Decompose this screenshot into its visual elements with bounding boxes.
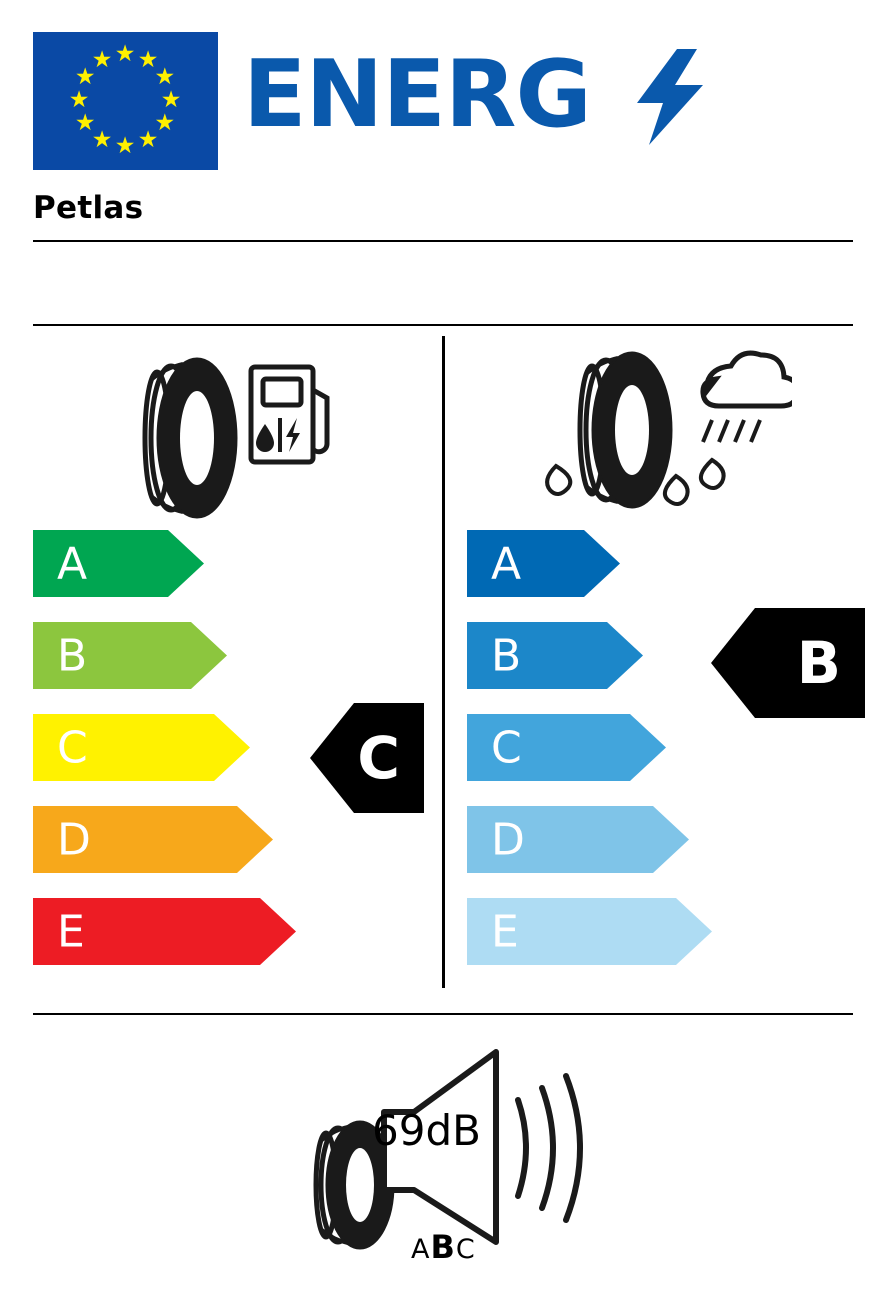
eu-flag-icon: ★ ★ ★ ★ ★ ★ ★ ★ ★ ★ ★ ★ xyxy=(33,32,218,170)
wet-grip-grade-a: A xyxy=(467,530,620,597)
brand-name: Petlas xyxy=(33,190,144,226)
fuel-grade-c: C xyxy=(33,714,250,781)
wet-grip-grade-b: B xyxy=(467,622,643,689)
divider-top xyxy=(33,240,853,242)
divider-second xyxy=(33,324,853,326)
noise-class-a: A xyxy=(411,1234,431,1265)
tyre-rain-cloud-icon xyxy=(530,348,792,518)
tyre-fuel-pump-icon xyxy=(125,350,330,515)
wet-grip-grade-c: C xyxy=(467,714,666,781)
lightning-bolt-icon xyxy=(637,49,703,145)
wet-grip-grade-d: D xyxy=(467,806,689,873)
noise-class-b: B xyxy=(430,1228,456,1266)
noise-class-c: C xyxy=(455,1234,476,1265)
divider-third xyxy=(33,1013,853,1015)
fuel-grade-d: D xyxy=(33,806,273,873)
noise-db-value: 69dB xyxy=(372,1106,481,1155)
wet-grip-marker: B xyxy=(711,608,865,718)
vertical-divider xyxy=(442,336,445,988)
fuel-grade-b: B xyxy=(33,622,227,689)
fuel-grade-a: A xyxy=(33,530,204,597)
noise-class-letters xyxy=(411,1228,476,1266)
energy-wordmark: ENERG xyxy=(243,40,591,148)
wet-grip-grade-e: E xyxy=(467,898,712,965)
fuel-efficiency-marker: C xyxy=(310,703,424,813)
fuel-grade-e: E xyxy=(33,898,296,965)
